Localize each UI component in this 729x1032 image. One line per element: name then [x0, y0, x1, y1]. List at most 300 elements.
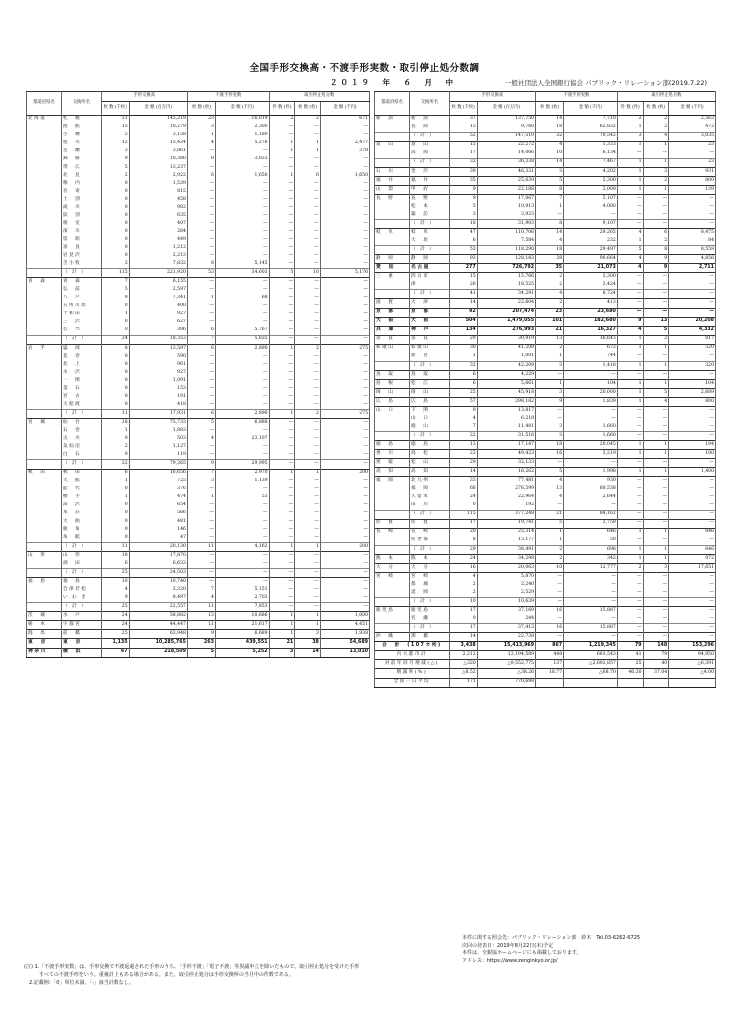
exchange-name-cell: （ 計 ） [61, 335, 101, 344]
exchange-name-cell: 松 江 [410, 379, 450, 388]
exchange-amount-cell: 37,169 [477, 607, 535, 616]
suspension-cases-cell: 1 [617, 141, 643, 150]
suspension-amount-cell: — [320, 401, 369, 410]
prefecture-cell: 愛 知 [375, 264, 410, 273]
prefecture-cell: 新 潟 [375, 115, 410, 124]
suspension-amount-cell: 378 [320, 148, 369, 156]
suspension-cases-cell: 1 [617, 388, 643, 397]
table-row [27, 196, 370, 204]
suspension-cases-cell: 1 [617, 335, 643, 344]
exchange-count-cell: 1,135 [101, 639, 129, 648]
prefecture-cell [375, 485, 410, 493]
exchange-count-cell: 0 [101, 502, 129, 510]
summary-row [375, 642, 716, 651]
suspension-count-cell: — [643, 194, 669, 203]
exchange-count-cell: 0 [101, 196, 129, 204]
dishonor-count-cell: — [187, 369, 215, 377]
dishonor-count-cell: 2 [536, 554, 564, 563]
suspension-count-cell: — [295, 494, 321, 502]
dishonor-count-cell: 4 [187, 435, 215, 443]
table-row [27, 344, 370, 353]
prefecture-cell [27, 132, 62, 140]
exchange-amount-cell: 17,931 [129, 410, 187, 419]
table-row [27, 494, 370, 502]
exchange-name-cell: 福 井 [410, 176, 450, 185]
header-suspension-group: 取引停止処分数 [269, 92, 369, 102]
suspension-amount-cell: — [320, 510, 369, 518]
suspension-count-cell: — [295, 377, 321, 385]
exchange-count-cell: 277 [449, 264, 477, 273]
dishonor-count-cell: 3 [187, 478, 215, 486]
suspension-count-cell: — [643, 299, 669, 308]
dishonor-amount-cell: 232 [564, 237, 618, 246]
suspension-count-cell: — [643, 211, 669, 220]
exchange-name-cell: 十和田 [61, 311, 101, 319]
dishonor-amount-cell: — [564, 598, 618, 607]
exchange-name-cell: 佐 賀 [410, 519, 450, 528]
exchange-count-cell: 41 [449, 290, 477, 299]
exchange-amount-cell: 191 [129, 393, 187, 401]
suspension-amount-cell: 817 [669, 335, 716, 344]
suspension-cases-cell: 5 [617, 246, 643, 255]
dishonor-amount-cell: — [215, 236, 269, 244]
suspension-cases-cell: — [269, 124, 295, 132]
exchange-name-cell: 稚 内 [61, 180, 101, 188]
suspension-cases-cell: 1 [617, 528, 643, 537]
exchange-amount-cell: 7,341 [129, 295, 187, 303]
dishonor-count-cell: 8 [187, 260, 215, 269]
table-row [375, 423, 716, 432]
exchange-name-cell: （ 計 ） [61, 603, 101, 612]
exchange-name-cell: 山 形 [61, 551, 101, 560]
suspension-cases-cell: — [269, 196, 295, 204]
prefecture-cell [375, 589, 410, 598]
dishonor-amount-cell: 53 [215, 494, 269, 502]
suspension-count-cell: — [295, 518, 321, 526]
dishonor-count-cell: 8 [536, 185, 564, 194]
prefecture-cell: 宮 崎 [375, 572, 410, 581]
exchange-name-cell: 北 見 [61, 172, 101, 180]
exchange-count-cell: 115 [101, 269, 129, 278]
exchange-count-cell: 5 [101, 164, 129, 172]
table-row [375, 281, 716, 290]
table-row [375, 246, 716, 255]
prefecture-cell: 宮 城 [27, 419, 62, 428]
table-row [27, 560, 370, 569]
suspension-count-cell: 2 [295, 344, 321, 353]
prefecture-cell [27, 586, 62, 594]
dishonor-amount-cell: — [215, 518, 269, 526]
exchange-name-cell: 名 寄 [61, 188, 101, 196]
suspension-count-cell: — [295, 311, 321, 319]
prefecture-cell: 島 根 [375, 379, 410, 388]
suspension-count-cell: — [295, 361, 321, 369]
suspension-amount-cell: — [669, 633, 716, 642]
exchange-amount-cell: 11,481 [477, 423, 535, 432]
dishonor-amount-cell: — [215, 148, 269, 156]
dishonor-count-cell: 8 [536, 220, 564, 229]
prefecture-cell [27, 518, 62, 526]
dishonor-amount-cell: — [564, 211, 618, 220]
exchange-amount-cell: 376 [129, 486, 187, 494]
dishonor-amount-cell: 2,890 [215, 344, 269, 353]
exchange-amount-cell: 20,130 [129, 542, 187, 551]
dishonor-count-cell: — [536, 598, 564, 607]
suspension-count-cell: — [295, 327, 321, 336]
prefecture-cell: 岩 手 [27, 344, 62, 353]
dishonor-count-cell: 3 [536, 167, 564, 176]
table-row [27, 518, 370, 526]
table-row [375, 441, 716, 450]
table-row [375, 510, 716, 519]
dishonor-count-cell: — [187, 526, 215, 534]
dishonor-amount-cell: 439,551 [215, 639, 269, 648]
dishonor-amount-cell: 21,073 [564, 264, 618, 273]
summary-label-cell: 全国一日平均 [375, 678, 450, 687]
exchange-count-cell: 37 [449, 115, 477, 124]
exchange-count-cell: 51 [101, 115, 129, 124]
exchange-amount-cell: 284 [129, 228, 187, 236]
exchange-name-cell: 秋 田 [61, 469, 101, 478]
exchange-amount-cell: 25,314 [477, 528, 535, 537]
table-row [27, 393, 370, 401]
prefecture-cell [375, 361, 410, 370]
dishonor-count-cell: 3 [536, 388, 564, 397]
exchange-amount-cell: 34,291 [477, 290, 535, 299]
exchange-count-cell: 9 [101, 295, 129, 303]
dishonor-count-cell: 18 [536, 246, 564, 255]
prefecture-cell [27, 335, 62, 344]
suspension-cases-cell: — [269, 534, 295, 543]
exchange-name-cell: 福 島 [61, 578, 101, 587]
suspension-cases-cell: 1 [269, 410, 295, 419]
suspension-count-cell: 1 [295, 542, 321, 551]
summary-label-cell: 対前年同月増減(△) [375, 660, 450, 669]
suspension-amount-cell: — [669, 407, 716, 416]
prefecture-cell: 福 岡 [375, 477, 410, 486]
prefecture-cell: 滋 賀 [375, 299, 410, 308]
dishonor-amount-cell: — [215, 220, 269, 228]
table-row [27, 648, 370, 657]
suspension-amount-cell: — [320, 361, 369, 369]
prefecture-cell [27, 180, 62, 188]
table-row [375, 237, 716, 246]
exchange-amount-cell: 6,633 [129, 560, 187, 569]
exchange-name-cell: 気仙沼 [61, 443, 101, 451]
header-sp-amount: 金 額 (千円) [669, 101, 716, 115]
suspension-amount-cell: 275 [320, 410, 369, 419]
exchange-amount-cell: 407 [129, 220, 187, 228]
suspension-count-cell: 1 [643, 528, 669, 537]
prefecture-cell: 山 梨 [375, 185, 410, 194]
exchange-name-cell: （ 計 ） [61, 410, 101, 419]
suspension-amount-cell: — [320, 124, 369, 132]
dishonor-amount-cell: — [215, 385, 269, 393]
suspension-cases-cell: — [617, 615, 643, 624]
exchange-count-cell: 29 [449, 335, 477, 344]
right-table-body [375, 115, 716, 642]
suspension-amount-cell: 3,035 [669, 132, 716, 141]
exchange-amount-cell: 654 [129, 502, 187, 510]
suspension-cases-cell: — [617, 459, 643, 468]
dishonor-amount-cell: — [215, 369, 269, 377]
prefecture-cell [27, 542, 62, 551]
exchange-count-cell: 12 [101, 140, 129, 148]
exchange-name-cell: 神 戸 [410, 326, 450, 335]
suspension-amount-cell: — [320, 377, 369, 385]
exchange-name-cell: 宮 崎 [410, 572, 450, 581]
suspension-cases-cell: 2 [269, 115, 295, 124]
suspension-count-cell: — [295, 286, 321, 294]
exchange-count-cell: 10 [101, 578, 129, 587]
table-row [27, 180, 370, 188]
suspension-cases-cell: — [269, 569, 295, 578]
suspension-count-cell: — [295, 460, 321, 469]
contact-info [462, 935, 712, 965]
table-row [375, 572, 716, 581]
exchange-count-cell: 0 [101, 252, 129, 260]
prefecture-cell [375, 124, 410, 133]
suspension-cases-cell: 2 [617, 115, 643, 124]
suspension-amount-cell: 8,559 [669, 246, 716, 255]
suspension-count-cell: — [643, 308, 669, 317]
dishonor-amount-cell: 1,660 [564, 423, 618, 432]
dishonor-count-cell: — [187, 353, 215, 361]
suspension-count-cell: — [643, 615, 669, 624]
dishonor-amount-cell: — [215, 401, 269, 410]
prefecture-cell [27, 410, 62, 419]
dishonor-count-cell: — [187, 427, 215, 435]
exchange-amount-cell: 218,509 [129, 648, 187, 657]
exchange-amount-cell: 19,741 [477, 519, 535, 528]
suspension-count-cell: 2 [295, 410, 321, 419]
exchange-name-cell: 旭 川 [61, 140, 101, 148]
exchange-amount-cell: 22,604 [477, 299, 535, 308]
table-row [27, 603, 370, 612]
exchange-count-cell: 1 [101, 427, 129, 435]
suspension-amount-cell: — [320, 486, 369, 494]
dishonor-amount-cell: 2,759 [564, 519, 618, 528]
exchange-count-cell: 4 [449, 415, 477, 423]
table-row [27, 164, 370, 172]
exchange-count-cell: 134 [449, 326, 477, 335]
dishonor-count-cell: 9 [187, 630, 215, 639]
exchange-amount-cell: 45,918 [477, 388, 535, 397]
exchange-name-cell: 広 島 [410, 398, 450, 407]
prefecture-cell [375, 150, 410, 159]
exchange-amount-cell: 3,923 [477, 211, 535, 220]
exchange-amount-cell: 927 [129, 369, 187, 377]
dishonor-amount-cell: 1,180 [215, 132, 269, 140]
dishonor-amount-cell: 7,710 [564, 115, 618, 124]
exchange-name-cell: 和歌山 [410, 344, 450, 353]
suspension-count-cell: — [643, 537, 669, 546]
suspension-amount-cell: — [320, 478, 369, 486]
prefecture-cell [375, 220, 410, 229]
exchange-amount-cell: 276,993 [477, 326, 535, 335]
exchange-amount-cell: 6,155 [129, 278, 187, 287]
dishonor-count-cell: 4 [536, 494, 564, 502]
contact-line: 本件に関する照会先：パブリック・リレーション部 鈴木 Tel.03-6262-6725 [462, 935, 641, 941]
dishonor-count-cell: 14 [536, 115, 564, 124]
suspension-amount-cell: — [669, 581, 716, 589]
header-sp-count: 枚 数 (枚) [295, 101, 321, 115]
dishonor-amount-cell: 2,890 [215, 410, 269, 419]
exchange-count-cell: 8 [101, 344, 129, 353]
suspension-count-cell: — [295, 124, 321, 132]
prefecture-cell [375, 423, 410, 432]
table-row [375, 185, 716, 194]
dishonor-count-cell: 18 [536, 441, 564, 450]
dishonor-amount-cell: — [215, 286, 269, 294]
suspension-cases-cell: — [617, 485, 643, 493]
exchange-amount-cell: 46,331 [477, 167, 535, 176]
exchange-count-cell: 6 [101, 560, 129, 569]
suspension-cases-cell: — [269, 594, 295, 603]
dishonor-count-cell: 23 [187, 115, 215, 124]
exchange-amount-cell: 10,913 [477, 203, 535, 211]
exchange-name-cell: 大船渡 [61, 401, 101, 410]
prefecture-cell: 愛 媛 [375, 459, 410, 468]
exchange-count-cell: 0 [101, 401, 129, 410]
dishonor-amount-cell: — [564, 415, 618, 423]
dishonor-count-cell: 4 [536, 237, 564, 246]
exchange-amount-cell: 41,208 [477, 344, 535, 353]
table-row [375, 407, 716, 416]
prefecture-cell [375, 203, 410, 211]
suspension-amount-cell: — [320, 353, 369, 361]
prefecture-cell [27, 478, 62, 486]
table-row [375, 150, 716, 159]
suspension-amount-cell: — [669, 589, 716, 598]
exchange-count-cell: 22 [449, 432, 477, 441]
suspension-count-cell: 5 [643, 326, 669, 335]
suspension-cases-cell: 25 [617, 660, 643, 669]
dishonor-count-cell: 263 [187, 639, 215, 648]
suspension-cases-cell: 1 [617, 124, 643, 133]
exchange-name-cell: 松 山 [410, 459, 450, 468]
table-row [27, 124, 370, 132]
dishonor-count-cell: 3 [536, 432, 564, 441]
suspension-count-cell: — [295, 419, 321, 428]
suspension-amount-cell: 20,208 [669, 317, 716, 326]
exchange-name-cell: 田 川 [410, 502, 450, 511]
exchange-count-cell: 0 [101, 510, 129, 518]
exchange-name-cell: 水 戸 [61, 612, 101, 621]
dishonor-amount-cell: — [215, 311, 269, 319]
table-row [375, 167, 716, 176]
suspension-cases-cell: 4 [617, 264, 643, 273]
dishonor-amount-cell: 84,162 [564, 510, 618, 519]
exchange-amount-cell: 10,285,765 [129, 639, 187, 648]
exchange-count-cell: 32 [449, 361, 477, 370]
dishonor-count-cell: 4 [187, 594, 215, 603]
exchange-amount-cell: 49,423 [477, 450, 535, 459]
exchange-name-cell: （ 計 ） [410, 598, 450, 607]
suspension-count-cell: 148 [643, 642, 669, 651]
table-row [27, 469, 370, 478]
suspension-cases-cell: — [269, 578, 295, 587]
exchange-amount-cell: 627 [129, 319, 187, 327]
dishonor-amount-cell: — [215, 353, 269, 361]
dishonor-amount-cell: 672 [564, 344, 618, 353]
exchange-count-cell: 16 [449, 563, 477, 572]
suspension-count-cell: — [295, 569, 321, 578]
exchange-count-cell: 0 [101, 228, 129, 236]
dishonor-amount-cell: 34,603 [215, 269, 269, 278]
suspension-amount-cell: — [669, 459, 716, 468]
dishonor-amount-cell: 1,416 [564, 361, 618, 370]
suspension-amount-cell: — [320, 220, 369, 228]
suspension-cases-cell: 9 [617, 317, 643, 326]
exchange-count-cell: 0 [101, 220, 129, 228]
prefecture-cell [27, 124, 62, 132]
dishonor-count-cell: 2 [536, 273, 564, 282]
table-row [27, 551, 370, 560]
dishonor-amount-cell: 1,219,345 [564, 642, 618, 651]
prefecture-cell [27, 303, 62, 311]
header-suspension-group: 取引停止処分数 [617, 92, 715, 102]
suspension-cases-cell: 1 [269, 172, 295, 180]
dishonor-count-cell: — [536, 211, 564, 220]
exchange-amount-cell: 5,661 [477, 379, 535, 388]
suspension-amount-cell: 8,475 [669, 229, 716, 238]
exchange-count-cell: 20 [449, 528, 477, 537]
prefecture-cell [27, 204, 62, 212]
prefecture-cell [27, 353, 62, 361]
suspension-count-cell: — [295, 478, 321, 486]
table-row [27, 303, 370, 311]
prefecture-cell: 北海道 [27, 115, 62, 124]
exchange-amount-cell: 17,870 [129, 551, 187, 560]
exchange-amount-cell: 10,639 [477, 598, 535, 607]
dishonor-amount-cell: 15,887 [564, 624, 618, 633]
table-row [375, 519, 716, 528]
table-row [27, 586, 370, 594]
suspension-count-cell: 4 [643, 398, 669, 407]
exchange-amount-cell: 566 [129, 510, 187, 518]
suspension-count-cell: 10 [295, 269, 321, 278]
suspension-count-cell: — [295, 353, 321, 361]
exchange-name-cell: 京 都 [410, 308, 450, 317]
suspension-count-cell: 3 [295, 630, 321, 639]
prefecture-cell [27, 260, 62, 269]
exchange-count-cell: 0 [101, 526, 129, 534]
suspension-cases-cell: — [269, 260, 295, 269]
suspension-cases-cell: — [617, 353, 643, 362]
prefecture-cell [27, 164, 62, 172]
exchange-amount-cell: 3,158 [129, 132, 187, 140]
table-row [27, 612, 370, 621]
prefecture-cell [27, 393, 62, 401]
suspension-count-cell: 2 [643, 124, 669, 133]
suspension-cases-cell: — [617, 211, 643, 220]
dishonor-amount-cell: 10,686 [215, 612, 269, 621]
suspension-amount-cell: △4.00 [669, 669, 716, 678]
dishonor-count-cell: — [187, 534, 215, 543]
summary-label-cell: 合 計 (107カ所) [375, 642, 450, 651]
exchange-amount-cell: 15,424 [129, 140, 187, 148]
dishonor-amount-cell: △68.70 [564, 669, 618, 678]
exchange-count-cell: 39 [449, 167, 477, 176]
dishonor-amount-cell: 62,832 [564, 124, 618, 133]
table-row [27, 278, 370, 287]
exchange-count-cell: 53 [449, 246, 477, 255]
dishonor-count-cell: 21 [536, 510, 564, 519]
dishonor-amount-cell: — [215, 502, 269, 510]
suspension-amount-cell: — [320, 327, 369, 336]
dishonor-count-cell: 1 [536, 528, 564, 537]
